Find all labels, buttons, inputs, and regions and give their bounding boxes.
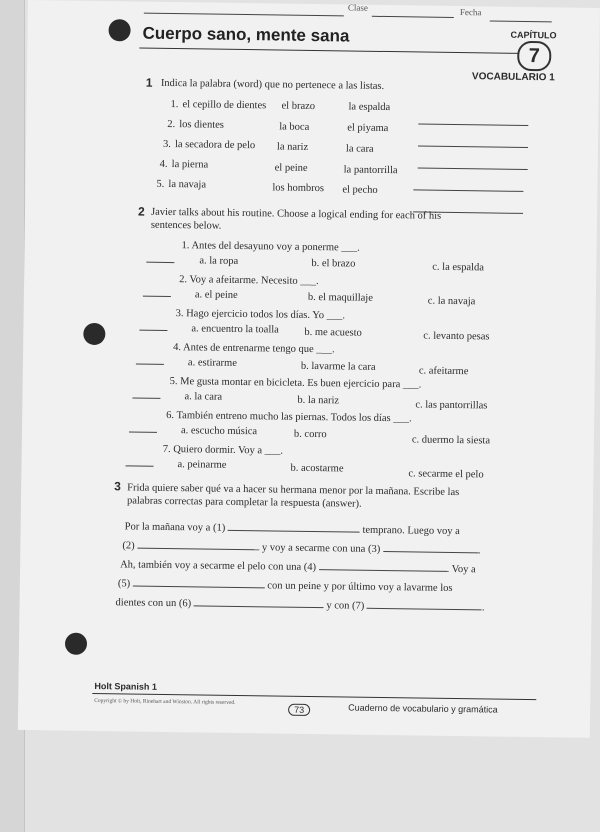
ex1-answer-line[interactable] bbox=[418, 133, 528, 153]
ex2-answer-blank[interactable] bbox=[143, 284, 171, 302]
ex2-instructions-1: Javier talks about his routine. Choose a logical ending for each of his bbox=[150, 206, 442, 222]
ex2-item: 1. Antes del desayuno voy a ponerme ___. a. la ropa b. el brazo c. la espalda bbox=[28, 0, 600, 8]
blank-7[interactable] bbox=[367, 608, 482, 611]
ex1-row: 1. el cepillo de dientes el brazo la espalda bbox=[28, 0, 600, 8]
book-title: Holt Spanish 1 bbox=[94, 680, 158, 692]
blank-4[interactable] bbox=[319, 569, 447, 572]
clase-label: Clase bbox=[347, 2, 368, 13]
ex2-number: 2 bbox=[137, 204, 145, 219]
ex3-instructions-1: Frida quiere saber qué va a hacer su hermana menor por la mañana. Escribe las bbox=[127, 482, 460, 499]
ex2-item: 2. Voy a afeitarme. Necesito ___. a. el peine b. el maquillaje c. la navaja bbox=[28, 0, 600, 8]
ex2-answer-blank[interactable] bbox=[132, 385, 160, 403]
section-label: VOCABULARIO 1 bbox=[471, 71, 555, 84]
blank-2[interactable] bbox=[137, 548, 259, 551]
fecha-label: Fecha bbox=[459, 7, 482, 18]
blank-3[interactable] bbox=[383, 551, 478, 553]
workbook-title: Cuaderno de vocabulario y gramática bbox=[348, 702, 498, 715]
ex2-item: 4. Antes de entrenarme tengo que ___. a. estirarme b. lavarme la cara c. afeitarme bbox=[28, 0, 600, 8]
blank-1[interactable] bbox=[228, 530, 360, 533]
ex2-answer-blank[interactable] bbox=[136, 352, 164, 370]
ex3-line-4: (5) con un peine y por último voy a lavarme los bbox=[117, 578, 453, 594]
ex2-answer-blank[interactable] bbox=[139, 318, 167, 336]
name-line bbox=[144, 1, 344, 22]
ex2-answer-blank[interactable] bbox=[125, 453, 153, 471]
ex3-line-2: (2) y voy a secarme con una (3) . bbox=[122, 540, 481, 557]
ex1-answer-line[interactable] bbox=[418, 111, 528, 131]
page-title: Cuerpo sano, mente sana bbox=[142, 23, 350, 46]
ex2-answer-blank[interactable] bbox=[146, 250, 174, 268]
binder-hole-bottom bbox=[65, 633, 87, 655]
ex1-row: 4. la pierna el peine la pantorrilla bbox=[28, 0, 600, 8]
worksheet-page bbox=[18, 0, 600, 738]
capitulo-number: 7 bbox=[517, 41, 551, 71]
header-rule bbox=[139, 48, 519, 54]
ex1-instructions: Indica la palabra (word) que no pertenece a las listas. bbox=[160, 77, 385, 92]
ex1-number: 1 bbox=[145, 75, 153, 90]
ex2-item: 7. Quiero dormir. Voy a ___. a. peinarme b. acostarme c. secarme el pelo bbox=[28, 0, 600, 8]
blank-6[interactable] bbox=[194, 605, 324, 608]
blank-5[interactable] bbox=[133, 586, 265, 589]
ex3-line-1: Por la mañana voy a (1) temprano. Luego voy a bbox=[124, 521, 460, 538]
ex3-line-3: Ah, también voy a secarme el pelo con una (4) . Voy a bbox=[120, 559, 476, 576]
ex1-row: 2. los dientes la boca el piyama bbox=[28, 0, 600, 8]
clase-line bbox=[372, 4, 454, 23]
ex3-instructions-2: palabras correctas para completar la respuesta (answer). bbox=[126, 495, 362, 510]
ex2-item: 3. Hago ejercicio todos los días. Yo ___. a. encuentro la toalla b. me acuesto c. levanto pesas bbox=[28, 0, 600, 8]
fecha-line bbox=[490, 8, 552, 27]
ex1-answer-line[interactable] bbox=[418, 155, 528, 175]
ex1-answer-line[interactable] bbox=[413, 177, 523, 197]
ex2-item: 5. Me gusta montar en bicicleta. Es buen ejercicio para ___. a. la cara b. la nariz c. las pantorrillas bbox=[28, 0, 600, 8]
ex2-item: 6. También entreno mucho las piernas. Todos los días ___. a. escucho música b. corro c. duermo la siesta bbox=[28, 0, 600, 8]
ex1-row: 3. la secadora de pelo la nariz la cara bbox=[28, 0, 600, 8]
ex2-instructions-2: sentences below. bbox=[150, 219, 222, 232]
ex2-answer-blank[interactable] bbox=[129, 419, 157, 437]
ex3-line-5: dientes con un (6) y con (7) . bbox=[115, 597, 485, 614]
binder-hole-top bbox=[108, 19, 130, 41]
page-number: 73 bbox=[288, 700, 310, 718]
ex1-row: 5. la navaja los hombros el pecho bbox=[28, 0, 600, 8]
capitulo-label: CAPÍTULO bbox=[510, 29, 557, 41]
ex3-number: 3 bbox=[114, 479, 122, 494]
copyright: Copyright © by Holt, Rinehart and Winston. All rights reserved. bbox=[94, 697, 236, 706]
binder-hole-middle bbox=[83, 323, 105, 345]
